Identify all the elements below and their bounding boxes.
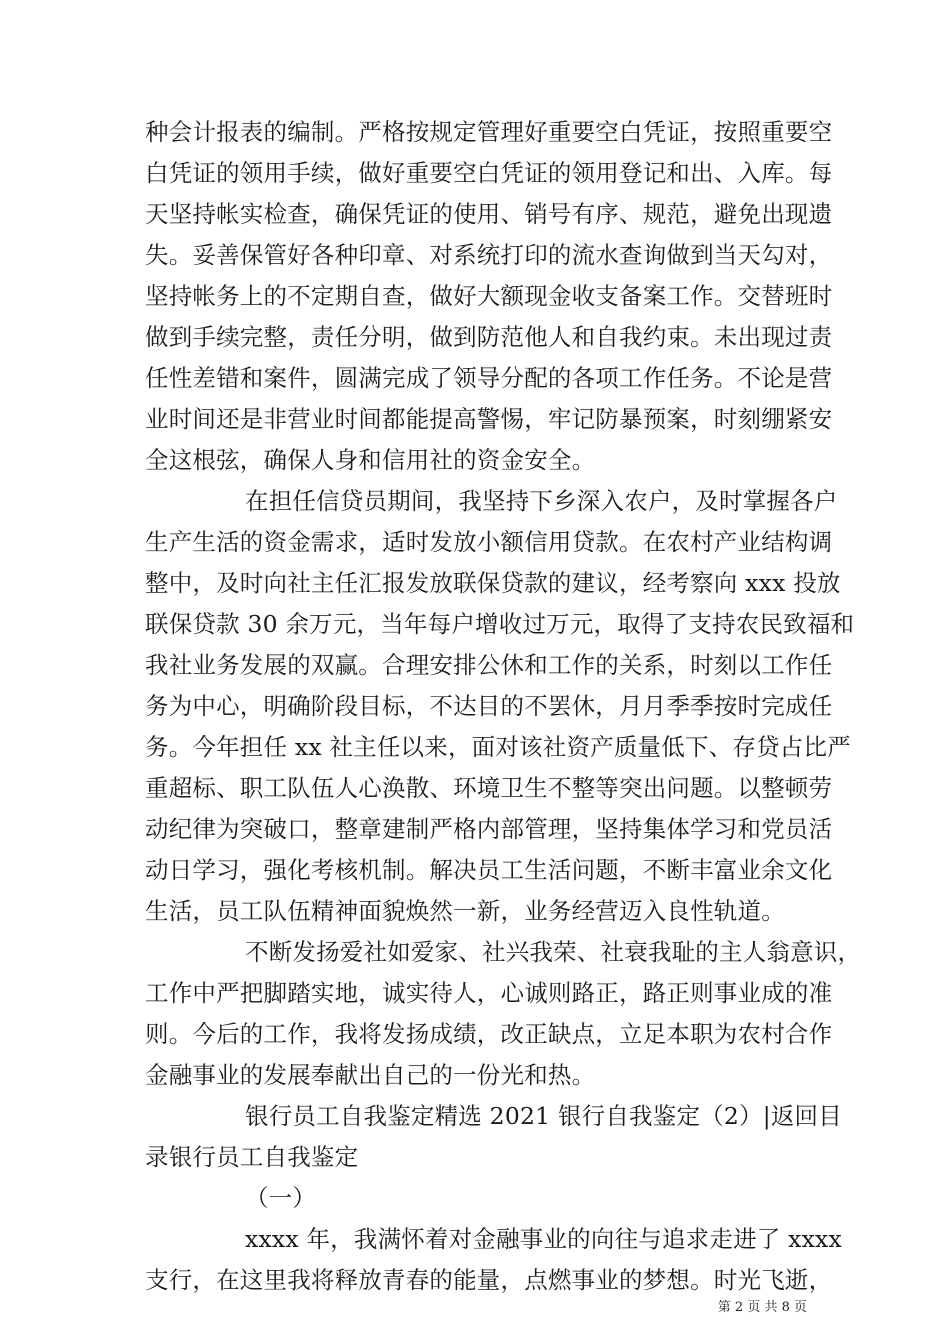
section-heading: 银行员工自我鉴定精选 2021 银行自我鉴定（2）|返回目 (245, 1102, 842, 1130)
paragraph-line: 做到手续完整，责任分明，做到防范他人和自我约束。未出现过责 (145, 323, 833, 351)
paragraph-line: 动纪律为突破口，整章建制严格内部管理，坚持集体学习和党员活 (145, 815, 833, 843)
paragraph-line: 重超标、职工队伍人心涣散、环境卫生不整等突出问题。以整顿劳 (145, 774, 833, 802)
section-heading-continued: 录银行员工自我鉴定 (145, 1143, 359, 1171)
paragraph-line: 白凭证的领用手续，做好重要空白凭证的领用登记和出、入库。每 (145, 159, 833, 187)
paragraph-line: 支行，在这里我将释放青春的能量，点燃事业的梦想。时光飞逝， (145, 1266, 833, 1294)
paragraph-first-line: 不断发扬爱社如爱家、社兴我荣、社衰我耻的主人翁意识， (245, 938, 862, 966)
paragraph-line: 动日学习，强化考核机制。解决员工生活问题，不断丰富业余文化 (145, 856, 833, 884)
paragraph-first-line: xxxx 年，我满怀着对金融事业的向往与追求走进了 xxxx (245, 1225, 842, 1253)
paragraph-line: 任性差错和案件，圆满完成了领导分配的各项工作任务。不论是营 (145, 364, 833, 392)
paragraph-line: 业时间还是非营业时间都能提高警惕，牢记防暴预案，时刻绷紧安 (145, 405, 833, 433)
paragraph-line: 天坚持帐实检查，确保凭证的使用、销号有序、规范，避免出现遗 (145, 200, 833, 228)
subsection-number: （一） (245, 1184, 317, 1212)
paragraph-line: 整中，及时向社主任汇报发放联保贷款的建议，经考察向 xxx 投放 (145, 569, 841, 597)
paragraph-line: 工作中严把脚踏实地，诚实待人，心诚则路正，路正则事业成的准 (145, 979, 833, 1007)
paragraph-line: 联保贷款 30 余万元，当年每户增收过万元，取得了支持农民致福和 (145, 610, 855, 638)
paragraph-line: 则。今后的工作，我将发扬成绩，改正缺点，立足本职为农村合作 (145, 1020, 833, 1048)
paragraph-line: 生产生活的资金需求，适时发放小额信用贷款。在农村产业结构调 (145, 528, 833, 556)
paragraph-line: 种会计报表的编制。严格按规定管理好重要空白凭证，按照重要空 (145, 118, 833, 146)
paragraph-line: 务为中心，明确阶段目标，不达目的不罢休，月月季季按时完成任 (145, 692, 833, 720)
paragraph-line: 失。妥善保管好各种印章、对系统打印的流水查询做到当天勾对， (145, 241, 833, 269)
paragraph-first-line: 在担任信贷员期间，我坚持下乡深入农户，及时掌握各户 (245, 487, 838, 515)
paragraph-line: 务。今年担任 xx 社主任以来，面对该社资产质量低下、存贷占比严 (145, 733, 851, 761)
paragraph-line: 生活，员工队伍精神面貌焕然一新，业务经营迈入良性轨道。 (145, 897, 785, 925)
paragraph-line: 全这根弦，确保人身和信用社的资金安全。 (145, 446, 596, 474)
paragraph-line: 我社业务发展的双赢。合理安排公休和工作的关系，时刻以工作任 (145, 651, 833, 679)
paragraph-line: 坚持帐务上的不定期自查，做好大额现金收支备案工作。交替班时 (145, 282, 833, 310)
paragraph-line: 金融事业的发展奉献出自己的一份光和热。 (145, 1061, 596, 1089)
page-number: 第 2 页 共 8 页 (717, 1300, 807, 1315)
